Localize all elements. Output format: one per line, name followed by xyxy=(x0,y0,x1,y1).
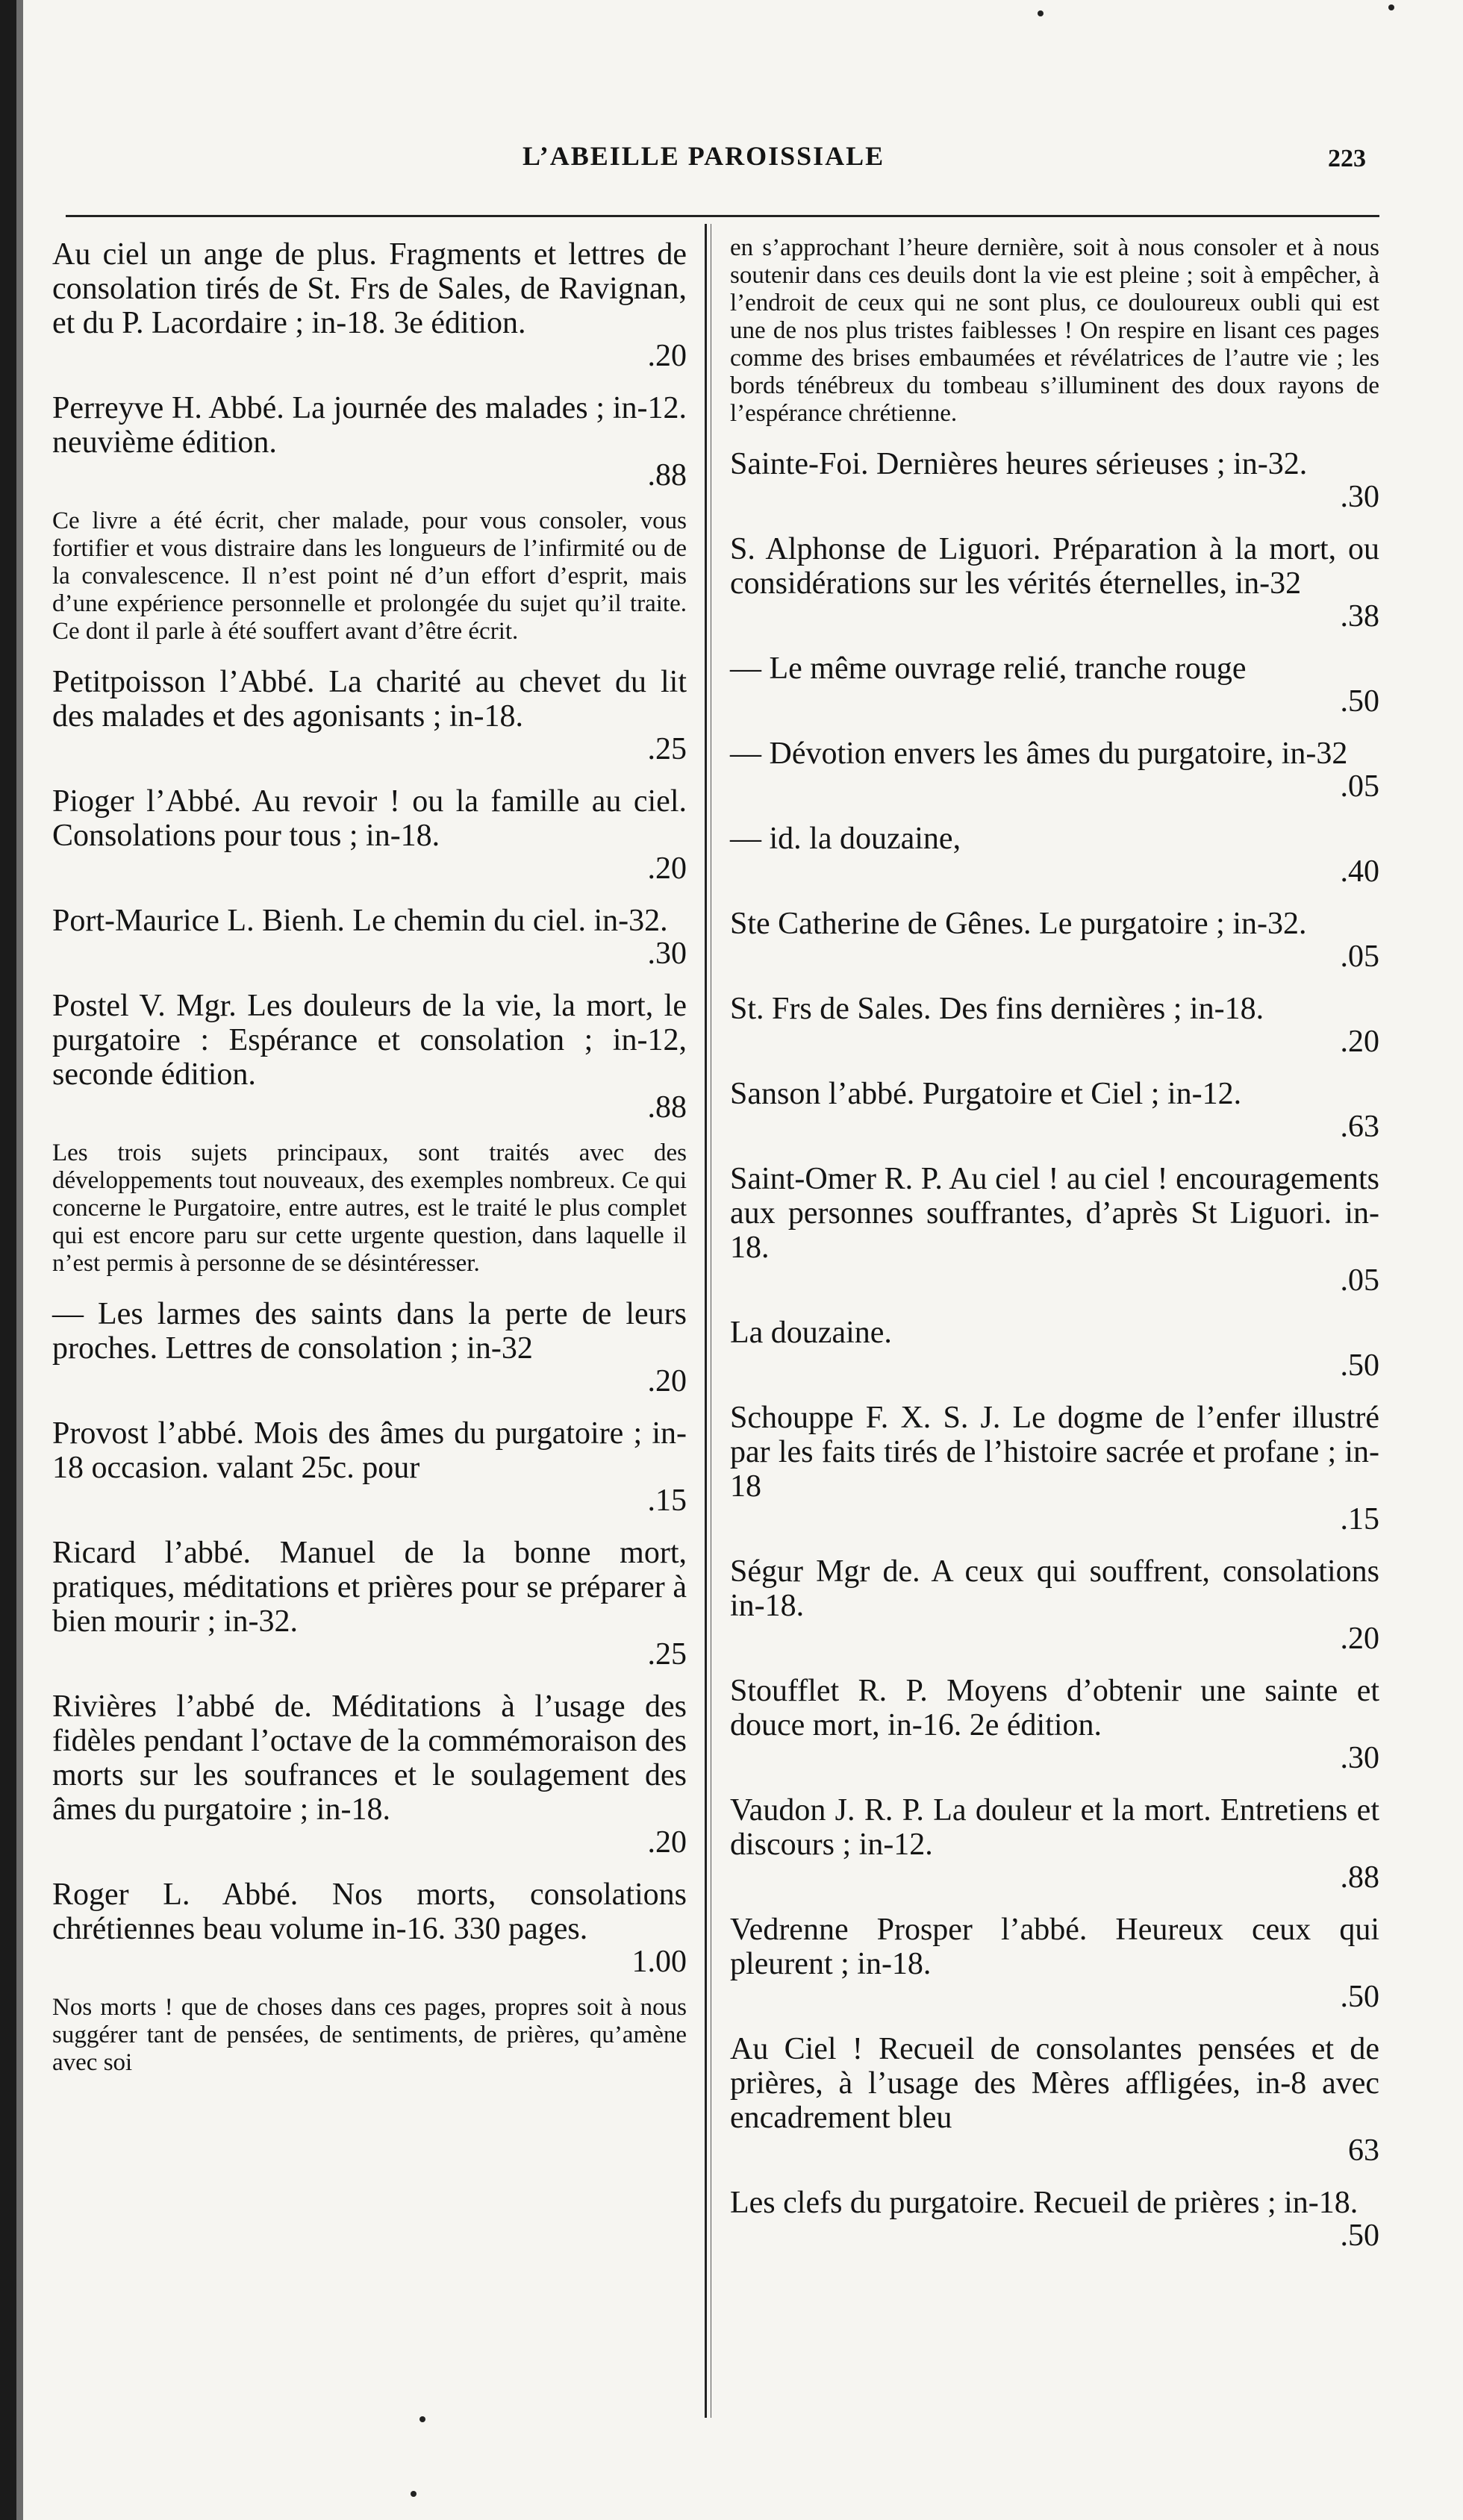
scan-edge-shadow xyxy=(16,0,23,2520)
list-item xyxy=(730,651,1379,719)
entry-text: Ste Catherine de Gênes. Le purgatoire ; in-32. xyxy=(730,907,1307,941)
entry-text: — Dévotion envers les âmes du purgatoire, in-32 xyxy=(730,737,1348,771)
right-column xyxy=(730,234,1379,2271)
entry-price: .63 xyxy=(1340,1110,1379,1144)
list-item xyxy=(52,1536,687,1672)
entry-price: .20 xyxy=(647,1364,687,1398)
entry-text: Port-Maurice L. Bienh. Le chemin du ciel. in-32. xyxy=(52,904,668,938)
entry-text: S. Alphonse de Liguori. Préparation à la mort, ou considérations sur les vérités éternelles, in-32 xyxy=(730,532,1379,601)
entry-text: Saint-Omer R. P. Au ciel ! au ciel ! encouragements aux personnes souffrantes, d’après St Liguori. in-18. xyxy=(730,1162,1379,1265)
list-item xyxy=(52,784,687,886)
entry-text: Au ciel un ange de plus. Fragments et lettres de consolation tirés de St. Frs de Sales, de Ravignan, et du P. Lacordaire ; in-18. 3e édition. xyxy=(52,237,687,340)
page-header xyxy=(0,140,1463,185)
scan-speck xyxy=(411,2491,417,2497)
scan-speck xyxy=(1388,4,1394,10)
list-item xyxy=(730,1793,1379,1895)
list-item xyxy=(52,1416,687,1518)
list-item xyxy=(52,989,687,1125)
list-item xyxy=(730,2032,1379,2168)
entry-price: .50 xyxy=(1340,2219,1379,2253)
list-item xyxy=(730,1077,1379,1144)
running-head: L’ABEILLE PAROISSIALE xyxy=(522,141,885,171)
entry-text: — Les larmes des saints dans la perte de leurs proches. Lettres de consolation ; in-32 xyxy=(52,1297,687,1366)
list-item xyxy=(730,1554,1379,1656)
list-item xyxy=(730,822,1379,889)
entry-note: Les trois sujets principaux, sont traités avec des développements tout nouveaux, des exemples nombreux. Ce qui concerne le Purgatoire, entre autres, est le traité le plus complet qui est encore paru sur cette urgente question, dans laquelle il n’est permis à personne de se désintéresser. xyxy=(52,1139,687,1277)
entry-text: Rivières l’abbé de. Méditations à l’usage des fidèles pendant l’octave de la commémoraison des morts sur les soufrances et le soulagement des âmes du purgatoire ; in-18. xyxy=(52,1689,687,1827)
entry-price: .15 xyxy=(1340,1502,1379,1536)
entry-note: Nos morts ! que de choses dans ces pages, propres soit à nous suggérer tant de pensées, de sentiments, de prières, qu’amène avec soi xyxy=(52,1994,687,2076)
entry-price: .25 xyxy=(647,732,687,766)
list-item xyxy=(730,1674,1379,1775)
entry-price: .30 xyxy=(647,937,687,971)
entry-price: .50 xyxy=(1340,1348,1379,1383)
list-item xyxy=(52,665,687,766)
entry-price: .38 xyxy=(1340,599,1379,634)
entry-text: Postel V. Mgr. Les douleurs de la vie, la mort, le purgatoire : Espérance et consolation ; in-12, seconde édition. xyxy=(52,989,687,1092)
list-item xyxy=(730,1316,1379,1383)
list-item xyxy=(52,237,687,373)
entry-text: Petitpoisson l’Abbé. La charité au chevet du lit des malades et des agonisants ; in-18. xyxy=(52,665,687,734)
list-item xyxy=(730,1913,1379,2014)
entry-price: .05 xyxy=(1340,769,1379,804)
entry-price: .05 xyxy=(1340,939,1379,974)
list-item xyxy=(730,737,1379,804)
entry-price: .20 xyxy=(1340,1622,1379,1656)
entry-price: 1.00 xyxy=(631,1945,687,1979)
list-item xyxy=(52,1878,687,1979)
entry-text: Roger L. Abbé. Nos morts, consolations chrétiennes beau volume in-16. 330 pages. xyxy=(52,1878,687,1946)
entry-text: Vaudon J. R. P. La douleur et la mort. Entretiens et discours ; in-12. xyxy=(730,1793,1379,1862)
entry-text: Stoufflet R. P. Moyens d’obtenir une sainte et douce mort, in-16. 2e édition. xyxy=(730,1674,1379,1742)
list-item xyxy=(52,1689,687,1860)
list-item xyxy=(730,1401,1379,1536)
list-item xyxy=(52,904,687,971)
list-item xyxy=(52,1297,687,1398)
entry-price: .88 xyxy=(647,1090,687,1125)
scan-speck xyxy=(419,2416,425,2422)
entry-price: .20 xyxy=(1340,1025,1379,1059)
list-item xyxy=(730,907,1379,974)
entry-price: .15 xyxy=(647,1483,687,1518)
entry-text: Pioger l’Abbé. Au revoir ! ou la famille au ciel. Consolations pour tous ; in-18. xyxy=(52,784,687,853)
list-item xyxy=(730,447,1379,514)
entry-text: Les clefs du purgatoire. Recueil de prières ; in-18. xyxy=(730,2186,1358,2220)
column-rule xyxy=(705,224,707,2418)
entry-text: Schouppe F. X. S. J. Le dogme de l’enfer illustré par les faits tirés de l’histoire sacrée et profane ; in-18 xyxy=(730,1401,1379,1504)
entry-price: .25 xyxy=(647,1637,687,1672)
entry-text: Provost l’abbé. Mois des âmes du purgatoire ; in-18 occasion. valant 25c. pour xyxy=(52,1416,687,1485)
entry-text: Perreyve H. Abbé. La journée des malades ; in-12. neuvième édition. xyxy=(52,391,687,460)
entry-text: — id. la douzaine, xyxy=(730,822,961,856)
entry-note: Ce livre a été écrit, cher malade, pour vous consoler, vous fortifier et vous distraire dans les longueurs de l’infirmité ou de la convalescence. Il n’est point né d’un effort d’esprit, mais d’une expérience personnelle et prolongée du sujet qu’il traite. Ce dont il parle à été souffert avant d’être écrit. xyxy=(52,507,687,645)
entry-price: .88 xyxy=(647,458,687,493)
entry-price: .50 xyxy=(1340,1980,1379,2014)
scan-edge xyxy=(0,0,16,2520)
left-column xyxy=(52,237,687,2096)
entry-price: 63 xyxy=(1348,2133,1379,2168)
entry-price: .30 xyxy=(1340,480,1379,514)
entry-text: Au Ciel ! Recueil de consolantes pensées et de prières, à l’usage des Mères affligées, in-8 avec encadrement bleu xyxy=(730,2032,1379,2135)
list-item xyxy=(730,2186,1379,2253)
entry-price: .50 xyxy=(1340,684,1379,719)
scan-speck xyxy=(1038,10,1044,16)
list-item xyxy=(730,1162,1379,1298)
entry-text: St. Frs de Sales. Des fins dernières ; in-18. xyxy=(730,992,1264,1026)
entry-text: Sanson l’abbé. Purgatoire et Ciel ; in-12. xyxy=(730,1077,1242,1111)
entry-text: Ricard l’abbé. Manuel de la bonne mort, pratiques, méditations et prières pour se préparer à bien mourir ; in-32. xyxy=(52,1536,687,1639)
list-item xyxy=(730,992,1379,1059)
entry-text: — Le même ouvrage relié, tranche rouge xyxy=(730,651,1247,686)
page-number: 223 xyxy=(1328,145,1366,172)
entry-text: Ségur Mgr de. A ceux qui souffrent, consolations in-18. xyxy=(730,1554,1379,1623)
entry-price: .40 xyxy=(1340,854,1379,889)
entry-note: en s’approchant l’heure dernière, soit à nous consoler et à nous soutenir dans ces deuils dont la vie est pleine ; soit à empêcher, à l’endroit de ceux qui ne sont plus, ce douloureux oubli qui est une de nos plus tristes faiblesses ! On respire en lisant ces pages comme des brises embaumées et révélatrices de l’autre vie ; les bords ténébreux du tombeau s’illuminent des doux rayons de l’espérance chrétienne. xyxy=(730,234,1379,427)
entry-price: .05 xyxy=(1340,1263,1379,1298)
list-item xyxy=(730,532,1379,634)
entry-price: .20 xyxy=(647,339,687,373)
entry-price: .30 xyxy=(1340,1741,1379,1775)
entry-price: .88 xyxy=(1340,1860,1379,1895)
list-item xyxy=(52,391,687,493)
entry-text: La douzaine. xyxy=(730,1316,892,1350)
entry-price: .20 xyxy=(647,851,687,886)
entry-text: Sainte-Foi. Dernières heures sérieuses ; in-32. xyxy=(730,447,1308,481)
entry-price: .20 xyxy=(647,1825,687,1860)
entry-text: Vedrenne Prosper l’abbé. Heureux ceux qui pleurent ; in-18. xyxy=(730,1913,1379,1981)
top-rule xyxy=(66,215,1379,217)
